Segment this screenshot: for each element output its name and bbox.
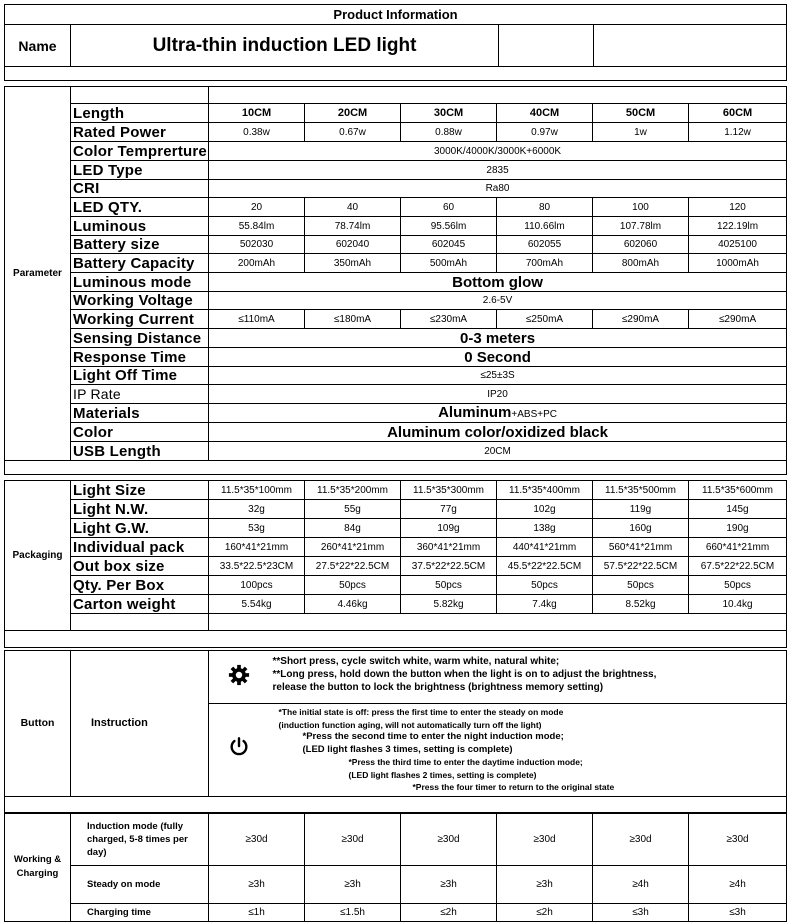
instruction-line: (LED light flashes 3 times, setting is complete) bbox=[302, 743, 513, 755]
out-box-size-value: 27.5*22*22.5CM bbox=[305, 557, 401, 576]
name-label: Name bbox=[5, 25, 71, 67]
light-gw-value: 138g bbox=[497, 519, 593, 538]
length-value: 40CM bbox=[497, 104, 593, 123]
charging-value: ≤2h bbox=[497, 904, 593, 922]
button-instruction-text-1 bbox=[269, 651, 787, 704]
out-box-size-value: 57.5*22*22.5CM bbox=[593, 557, 689, 576]
light-size-value: 11.5*35*200mm bbox=[305, 481, 401, 500]
induction-label: Induction mode (fully charged, 5-8 times per day) bbox=[71, 813, 209, 866]
luminous-value: 122.19lm bbox=[689, 217, 787, 236]
working-current-label: Working Current bbox=[71, 310, 209, 329]
qty-per-box-label: Qty. Per Box bbox=[71, 576, 209, 595]
carton-weight-value: 10.4kg bbox=[689, 595, 787, 614]
luminous-mode-label: Luminous mode bbox=[71, 273, 209, 292]
qty-per-box-value: 50pcs bbox=[497, 576, 593, 595]
qty-per-box-value: 50pcs bbox=[305, 576, 401, 595]
length-value: 20CM bbox=[305, 104, 401, 123]
steady-value: ≥3h bbox=[497, 866, 593, 904]
qty-per-box-value: 50pcs bbox=[593, 576, 689, 595]
carton-weight-value: 5.82kg bbox=[401, 595, 497, 614]
battery-capacity-value: 1000mAh bbox=[689, 254, 787, 273]
carton-weight-value: 7.4kg bbox=[497, 595, 593, 614]
light-off-time-value: ≤25±3S bbox=[209, 367, 787, 385]
button-instruction-text-2 bbox=[269, 704, 787, 797]
led-type-value: 2835 bbox=[209, 161, 787, 180]
sensing-distance-label: Sensing Distance bbox=[71, 329, 209, 348]
light-size-label: Light Size bbox=[71, 481, 209, 500]
cri-value: Ra80 bbox=[209, 180, 787, 198]
power-icon-cell bbox=[209, 704, 269, 797]
light-nw-value: 145g bbox=[689, 500, 787, 519]
empty-cell bbox=[499, 25, 594, 67]
individual-pack-value: 660*41*21mm bbox=[689, 538, 787, 557]
ip-rate-value: IP20 bbox=[209, 385, 787, 404]
luminous-value: 55.84lm bbox=[209, 217, 305, 236]
gear-icon bbox=[228, 664, 250, 686]
battery-capacity-value: 200mAh bbox=[209, 254, 305, 273]
led-qty-value: 40 bbox=[305, 198, 401, 217]
instruction-line: *Press the third time to enter the daytime induction mode; bbox=[348, 757, 583, 767]
length-value: 30CM bbox=[401, 104, 497, 123]
cri-label: CRI bbox=[71, 180, 209, 198]
rated-power-value: 0.88w bbox=[401, 123, 497, 142]
instruction-line: release the button to lock the brightness (brightness memory setting) bbox=[272, 682, 604, 693]
battery-size-label: Battery size bbox=[71, 236, 209, 254]
instruction-line: **Long press, hold down the button when the light is on to adjust the brightness, bbox=[272, 669, 657, 680]
battery-size-value: 602055 bbox=[497, 236, 593, 254]
luminous-value: 78.74lm bbox=[305, 217, 401, 236]
rated-power-label: Rated Power bbox=[71, 123, 209, 142]
individual-pack-value: 160*41*21mm bbox=[209, 538, 305, 557]
materials-sub: +ABS+PC bbox=[511, 409, 557, 420]
instruction-label: Instruction bbox=[71, 651, 209, 797]
light-nw-value: 102g bbox=[497, 500, 593, 519]
length-label: Length bbox=[71, 104, 209, 123]
instruction-line: *The initial state is off: press the first time to enter the steady on mode bbox=[278, 707, 564, 717]
battery-size-value: 602045 bbox=[401, 236, 497, 254]
working-voltage-label: Working Voltage bbox=[71, 292, 209, 310]
light-off-time-label: Light Off Time bbox=[71, 367, 209, 385]
induction-value: ≥30d bbox=[401, 813, 497, 866]
induction-value: ≥30d bbox=[497, 813, 593, 866]
usb-length-label: USB Length bbox=[71, 442, 209, 461]
empty-cell bbox=[209, 87, 787, 104]
working-current-value: ≤180mA bbox=[305, 310, 401, 329]
charging-value: ≤3h bbox=[689, 904, 787, 922]
led-qty-value: 80 bbox=[497, 198, 593, 217]
steady-value: ≥4h bbox=[689, 866, 787, 904]
light-gw-value: 53g bbox=[209, 519, 305, 538]
individual-pack-value: 260*41*21mm bbox=[305, 538, 401, 557]
luminous-value: 107.78lm bbox=[593, 217, 689, 236]
rated-power-value: 0.38w bbox=[209, 123, 305, 142]
instruction-line: *Press the four timer to return to the original state bbox=[412, 782, 615, 792]
induction-value: ≥30d bbox=[593, 813, 689, 866]
battery-capacity-value: 350mAh bbox=[305, 254, 401, 273]
led-qty-value: 120 bbox=[689, 198, 787, 217]
steady-value: ≥3h bbox=[209, 866, 305, 904]
working-table bbox=[4, 812, 787, 922]
empty-cell bbox=[71, 87, 209, 104]
light-size-value: 11.5*35*500mm bbox=[593, 481, 689, 500]
battery-size-value: 4025100 bbox=[689, 236, 787, 254]
out-box-size-value: 45.5*22*22.5CM bbox=[497, 557, 593, 576]
rated-power-value: 1w bbox=[593, 123, 689, 142]
rated-power-value: 0.97w bbox=[497, 123, 593, 142]
out-box-size-value: 67.5*22*22.5CM bbox=[689, 557, 787, 576]
individual-pack-value: 560*41*21mm bbox=[593, 538, 689, 557]
spacer-row bbox=[5, 461, 787, 475]
parameter-section-label: Parameter bbox=[5, 87, 71, 461]
light-nw-value: 77g bbox=[401, 500, 497, 519]
instruction-line: (LED light flashes 2 times, setting is complete) bbox=[348, 769, 537, 780]
light-nw-value: 55g bbox=[305, 500, 401, 519]
qty-per-box-value: 50pcs bbox=[689, 576, 787, 595]
carton-weight-value: 4.46kg bbox=[305, 595, 401, 614]
induction-value: ≥30d bbox=[689, 813, 787, 866]
carton-weight-value: 5.54kg bbox=[209, 595, 305, 614]
color-label: Color bbox=[71, 423, 209, 442]
length-value: 60CM bbox=[689, 104, 787, 123]
color-temp-label: Color Temprerture bbox=[71, 142, 209, 161]
out-box-size-value: 37.5*22*22.5CM bbox=[401, 557, 497, 576]
led-qty-label: LED QTY. bbox=[71, 198, 209, 217]
light-nw-label: Light N.W. bbox=[71, 500, 209, 519]
instruction-line: (induction function aging, will not automatically turn off the light) bbox=[278, 719, 542, 730]
color-value: Aluminum color/oxidized black bbox=[209, 423, 787, 442]
charging-value: ≤1.5h bbox=[305, 904, 401, 922]
led-type-label: LED Type bbox=[71, 161, 209, 180]
rated-power-value: 1.12w bbox=[689, 123, 787, 142]
individual-pack-value: 440*41*21mm bbox=[497, 538, 593, 557]
induction-value: ≥30d bbox=[209, 813, 305, 866]
battery-capacity-value: 500mAh bbox=[401, 254, 497, 273]
product-name: Ultra-thin induction LED light bbox=[71, 25, 499, 67]
light-gw-label: Light G.W. bbox=[71, 519, 209, 538]
charging-label: Charging time bbox=[71, 904, 209, 922]
light-size-value: 11.5*35*300mm bbox=[401, 481, 497, 500]
qty-per-box-value: 50pcs bbox=[401, 576, 497, 595]
carton-weight-label: Carton weight bbox=[71, 595, 209, 614]
length-value: 10CM bbox=[209, 104, 305, 123]
working-voltage-value: 2.6-5V bbox=[209, 292, 787, 310]
spacer-row bbox=[5, 67, 787, 81]
led-qty-value: 60 bbox=[401, 198, 497, 217]
usb-length-value: 20CM bbox=[209, 442, 787, 461]
working-current-value: ≤250mA bbox=[497, 310, 593, 329]
packaging-section-label: Packaging bbox=[5, 481, 71, 631]
steady-value: ≥3h bbox=[401, 866, 497, 904]
button-section-label: Button bbox=[5, 651, 71, 797]
individual-pack-value: 360*41*21mm bbox=[401, 538, 497, 557]
working-current-value: ≤290mA bbox=[593, 310, 689, 329]
instruction-line: **Short press, cycle switch white, warm white, natural white; bbox=[272, 656, 560, 667]
working-current-value: ≤230mA bbox=[401, 310, 497, 329]
light-gw-value: 109g bbox=[401, 519, 497, 538]
led-qty-value: 20 bbox=[209, 198, 305, 217]
power-icon bbox=[228, 736, 250, 758]
working-current-value: ≤290mA bbox=[689, 310, 787, 329]
working-current-value: ≤110mA bbox=[209, 310, 305, 329]
steady-value: ≥4h bbox=[593, 866, 689, 904]
induction-value: ≥30d bbox=[305, 813, 401, 866]
materials-value bbox=[209, 404, 787, 423]
out-box-size-value: 33.5*22.5*23CM bbox=[209, 557, 305, 576]
out-box-size-label: Out box size bbox=[71, 557, 209, 576]
instruction-line: *Press the second time to enter the night induction mode; bbox=[302, 731, 564, 742]
empty-cell bbox=[594, 25, 787, 67]
button-table bbox=[4, 650, 787, 814]
battery-capacity-value: 800mAh bbox=[593, 254, 689, 273]
packaging-table bbox=[4, 480, 787, 648]
response-time-value: 0 Second bbox=[209, 348, 787, 367]
luminous-value: 110.66lm bbox=[497, 217, 593, 236]
working-section-label: Working & Charging bbox=[5, 813, 71, 922]
materials-main: Aluminum bbox=[438, 404, 512, 421]
page-title: Product Information bbox=[5, 5, 787, 25]
rated-power-value: 0.67w bbox=[305, 123, 401, 142]
response-time-label: Response Time bbox=[71, 348, 209, 367]
ip-rate-label: IP Rate bbox=[71, 385, 209, 404]
individual-pack-label: Individual pack bbox=[71, 538, 209, 557]
battery-capacity-label: Battery Capacity bbox=[71, 254, 209, 273]
empty-cell bbox=[71, 614, 209, 631]
materials-label: Materials bbox=[71, 404, 209, 423]
luminous-mode-value: Bottom glow bbox=[209, 273, 787, 292]
charging-value: ≤2h bbox=[401, 904, 497, 922]
luminous-value: 95.56lm bbox=[401, 217, 497, 236]
light-size-value: 11.5*35*400mm bbox=[497, 481, 593, 500]
length-value: 50CM bbox=[593, 104, 689, 123]
battery-size-value: 602060 bbox=[593, 236, 689, 254]
battery-size-value: 602040 bbox=[305, 236, 401, 254]
light-gw-value: 190g bbox=[689, 519, 787, 538]
light-nw-value: 119g bbox=[593, 500, 689, 519]
battery-capacity-value: 700mAh bbox=[497, 254, 593, 273]
gear-icon-cell bbox=[209, 651, 269, 704]
charging-value: ≤3h bbox=[593, 904, 689, 922]
battery-size-value: 502030 bbox=[209, 236, 305, 254]
light-gw-value: 160g bbox=[593, 519, 689, 538]
light-gw-value: 84g bbox=[305, 519, 401, 538]
spacer-row bbox=[5, 796, 787, 813]
parameter-table bbox=[4, 86, 787, 475]
empty-cell bbox=[209, 614, 787, 631]
steady-value: ≥3h bbox=[305, 866, 401, 904]
sensing-distance-value: 0-3 meters bbox=[209, 329, 787, 348]
steady-label: Steady on mode bbox=[71, 866, 209, 904]
light-size-value: 11.5*35*100mm bbox=[209, 481, 305, 500]
spacer-row bbox=[5, 631, 787, 648]
charging-value: ≤1h bbox=[209, 904, 305, 922]
color-temp-value: 3000K/4000K/3000K+6000K bbox=[209, 142, 787, 161]
carton-weight-value: 8.52kg bbox=[593, 595, 689, 614]
header-table bbox=[4, 4, 787, 81]
light-nw-value: 32g bbox=[209, 500, 305, 519]
qty-per-box-value: 100pcs bbox=[209, 576, 305, 595]
led-qty-value: 100 bbox=[593, 198, 689, 217]
luminous-label: Luminous bbox=[71, 217, 209, 236]
light-size-value: 11.5*35*600mm bbox=[689, 481, 787, 500]
